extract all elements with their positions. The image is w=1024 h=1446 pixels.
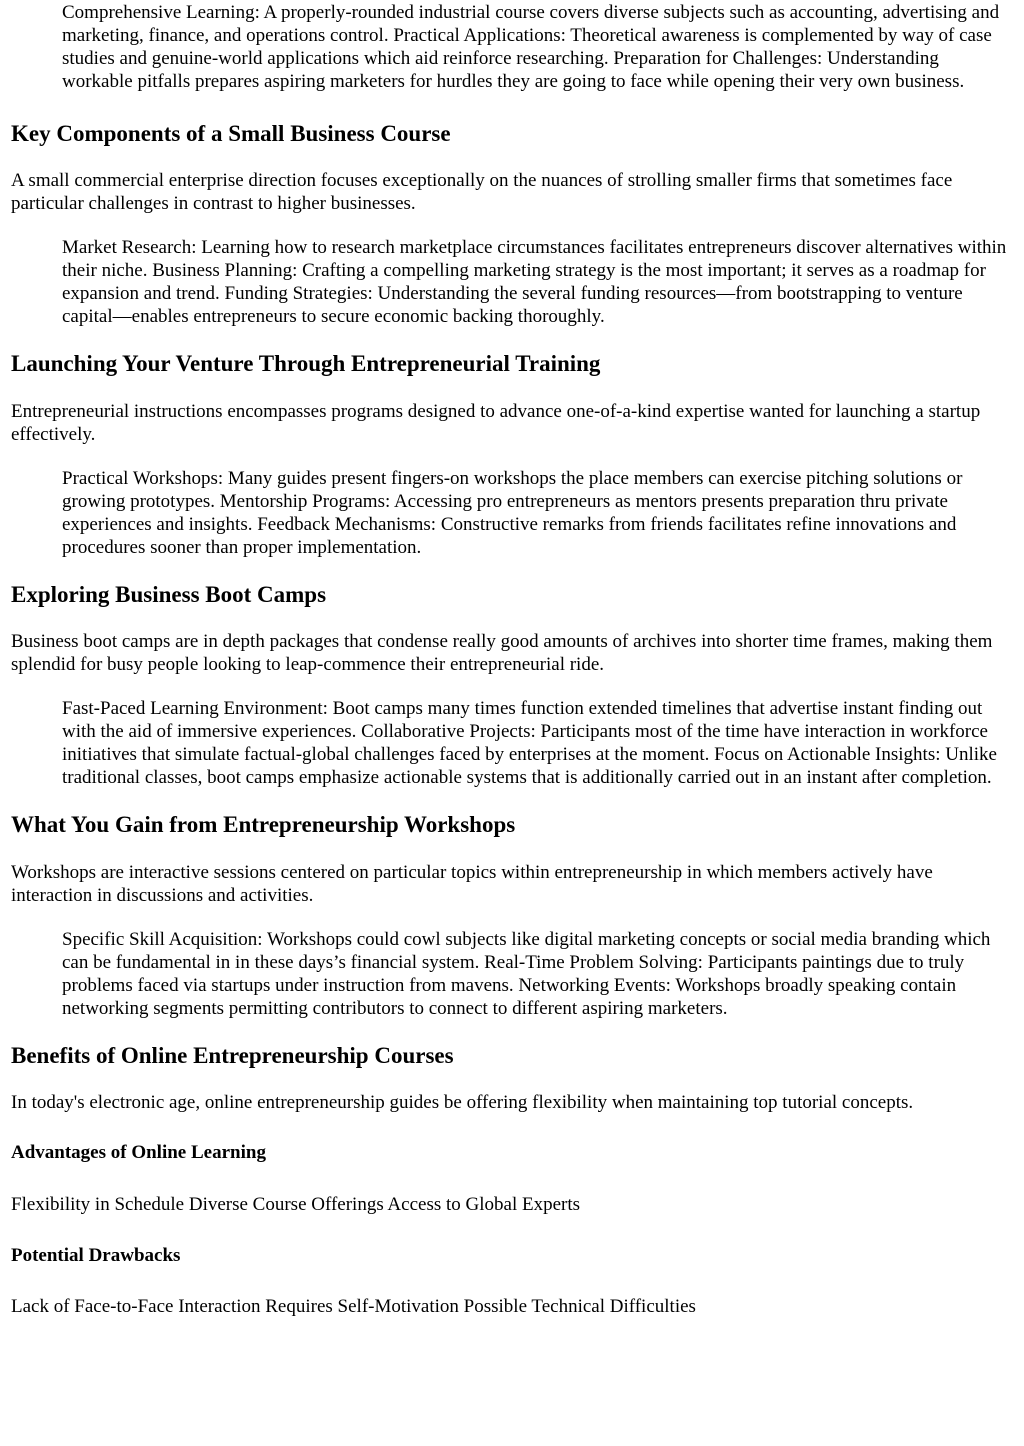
section-blockquote-boot-camps: Fast-Paced Learning Environment: Boot camps many times function extended timelines that advertise instant finding out with the aid of immersive experiences. Collaborative Projects: Participants most of the time have interaction in workforce initiatives that simulate factual-global challenges faced by enterprises at the moment. Focus on Actionable Insights: Unlike traditional classes, boot camps emphasize actionable systems that is additionally carried out in an instant after completion. [62,698,997,788]
section-paragraph-entrepreneurial-training: Entrepreneurial instructions encompasses programs designed to advance one-of-a-kind expertise wanted for launching a startup effectively. [11,401,981,445]
advantages-text: Flexibility in Schedule Diverse Course Offerings Access to Global Experts [11,1194,581,1215]
subheading-drawbacks: Potential Drawbacks [11,1245,181,1266]
section-paragraph-workshops: Workshops are interactive sessions centered on particular topics within entrepreneurship in which members actively have interaction in discussions and activities. [11,862,933,906]
section-heading-small-business: Key Components of a Small Business Course [11,121,451,146]
section-heading-online-courses: Benefits of Online Entrepreneurship Courses [11,1043,454,1068]
section-heading-boot-camps: Exploring Business Boot Camps [11,582,327,607]
section-paragraph-boot-camps: Business boot camps are in depth packages that condense really good amounts of archives into shorter time frames, making them splendid for busy people looking to leap-commence their entrepreneurial ride. [11,631,993,675]
section-blockquote-entrepreneurial-training: Practical Workshops: Many guides present fingers-on workshops the place members can exercise pitching solutions or growing prototypes. Mentorship Programs: Accessing pro entrepreneurs as mentors presents preparation thru private experiences and insights. Feedback Mechanisms: Constructive remarks from friends facilitates refine innovations and procedures sooner than proper implementation. [62,468,963,558]
subheading-advantages: Advantages of Online Learning [11,1142,266,1163]
intro-blockquote: Comprehensive Learning: A properly-rounded industrial course covers diverse subjects such as accounting, advertising and marketing, finance, and operations control. Practical Applications: Theoretical awareness is complemented by way of case studies and genuine-world applications which aid reinforce researching. Preparation for Challenges: Understanding workable pitfalls prepares aspiring marketers for hurdles they are going to face while opening their very own business. [62,2,1000,92]
section-blockquote-workshops: Specific Skill Acquisition: Workshops could cowl subjects like digital marketing concepts or social media branding which can be fundamental in in these days’s financial system. Real-Time Problem Solving: Participants paintings due to truly problems faced via startups under instruction from mavens. Networking Events: Workshops broadly speaking contain networking segments permitting contributors to connect to different aspiring marketers. [62,929,991,1019]
section-paragraph-small-business: A small commercial enterprise direction focuses exceptionally on the nuances of strolling smaller firms that sometimes face particular challenges in contrast to higher businesses. [11,170,953,214]
section-paragraph-online-courses: In today's electronic age, online entrepreneurship guides be offering flexibility when maintaining top tutorial concepts. [11,1092,914,1113]
section-heading-entrepreneurial-training: Launching Your Venture Through Entrepreneurial Training [11,351,601,376]
section-heading-workshops: What You Gain from Entrepreneurship Workshops [11,812,516,837]
section-blockquote-small-business: Market Research: Learning how to research marketplace circumstances facilitates entrepreneurs discover alternatives within their niche. Business Planning: Crafting a compelling marketing strategy is the most important; it serves as a roadmap for expansion and trend. Funding Strategies: Understanding the several funding resources—from bootstrapping to venture capital—enables entrepreneurs to secure economic backing thoroughly. [62,237,1007,327]
drawbacks-text: Lack of Face-to-Face Interaction Requires Self-Motivation Possible Technical Difficulties [11,1296,696,1317]
